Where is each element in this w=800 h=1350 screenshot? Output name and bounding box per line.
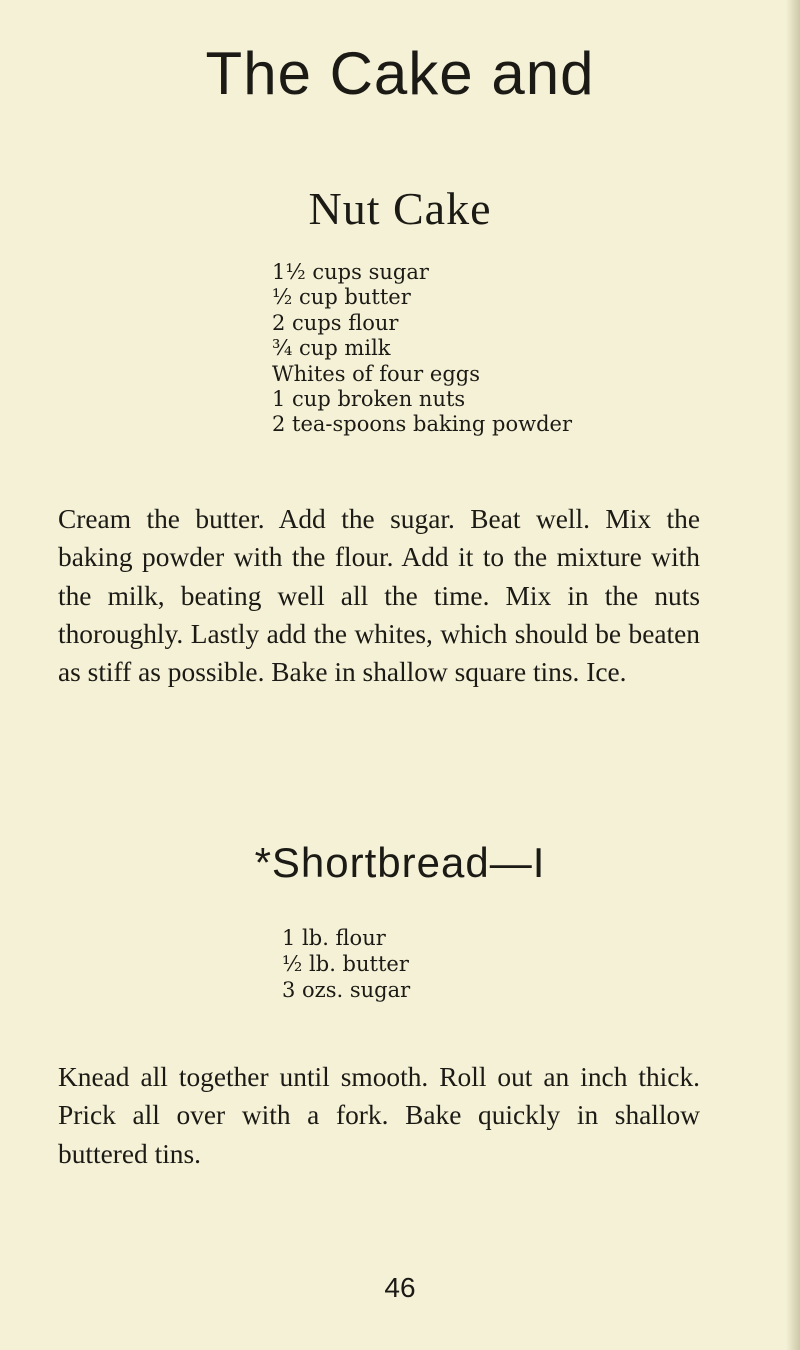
ingredient-item: ¾ cup milk <box>272 336 391 361</box>
page-number: 46 <box>384 1272 416 1303</box>
ingredient-item: 1 lb. flour <box>282 926 386 950</box>
instructions-shortbread: Knead all together until smooth. Roll out an inch thick. Prick all over with a fork. Bake quickly in shallow buttered tins. <box>58 1062 700 1169</box>
ingredient-item: 1½ cups sugar <box>272 260 429 284</box>
ingredient-list-nut-cake <box>272 260 572 438</box>
ingredient-item: 3 ozs. sugar <box>282 978 411 1002</box>
ingredient-list-shortbread <box>282 925 410 1003</box>
instructions-nut-cake: Cream the butter. Add the sugar. Beat well. Mix the baking powder with the flour. Add it to the mixture with the milk, beating well all the time. Mix in the nuts thoroughly. Lastly add the whites, which should be beaten as stiff as possible. Bake in shallow square tins. Ice. <box>58 504 700 688</box>
ingredient-item: 2 cups flour <box>272 310 399 335</box>
recipe-title-shortbread: *Shortbread—I <box>254 839 546 886</box>
ingredient-item: 2 tea-spoons baking powder <box>272 412 573 437</box>
page-edge-shadow <box>786 0 800 1350</box>
book-title: The Cake and <box>205 40 595 107</box>
ingredient-item: 1 cup broken nuts <box>272 387 466 412</box>
ingredient-item: Whites of four eggs <box>272 361 480 386</box>
ingredient-item: ½ cup butter <box>272 285 411 310</box>
ingredient-item: ½ lb. butter <box>282 952 409 976</box>
recipe-title-nut-cake: Nut Cake <box>308 183 492 234</box>
